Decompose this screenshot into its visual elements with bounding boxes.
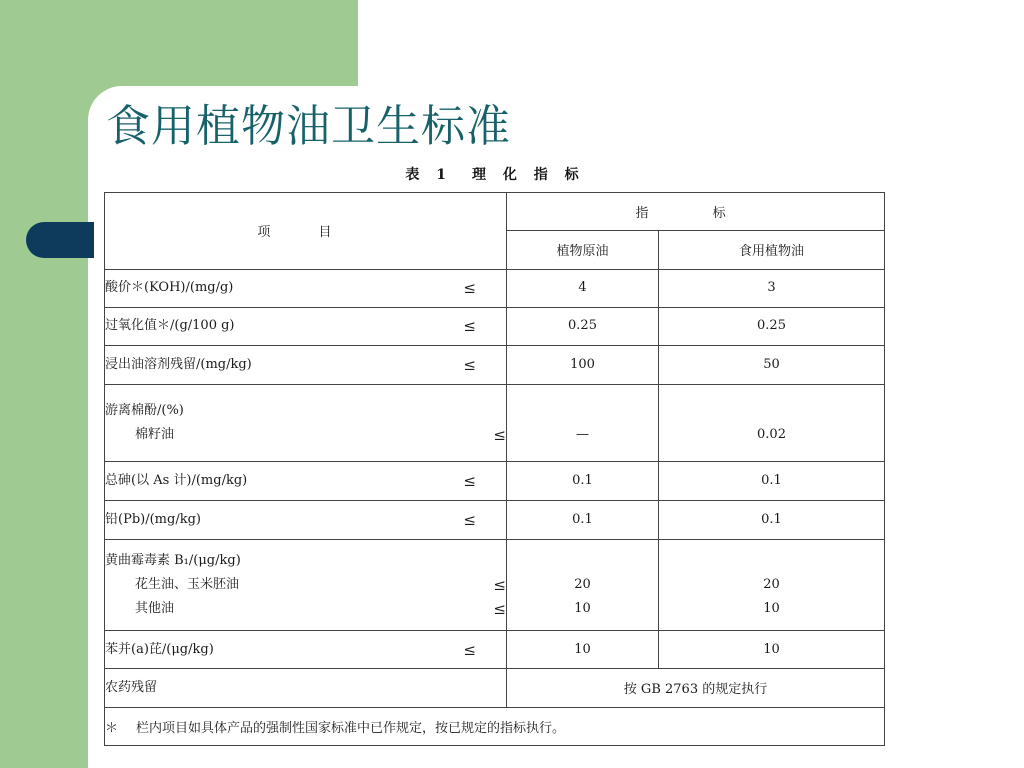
item-cell (105, 307, 507, 345)
indicator-value: 50 (763, 357, 780, 373)
indicator-value: 3 (767, 280, 776, 296)
less-equal-symbol: ≤ (463, 317, 476, 336)
item-cell (105, 346, 507, 385)
table-row-note (105, 707, 885, 745)
edible-oil-value-cell (659, 540, 885, 631)
slide-title: 食用植物油卫生标准 (106, 101, 511, 152)
indicator-value: 10 (574, 641, 591, 657)
less-equal-symbol: ≤ (493, 600, 506, 619)
item-label (105, 353, 506, 377)
indicator-value: — (576, 427, 589, 443)
table-row (105, 461, 885, 500)
table-caption-text: 表 1 理 化 指 标 (405, 167, 585, 183)
decorative-tab-marker (26, 222, 94, 258)
indicator-value: 10 (574, 601, 591, 617)
less-equal-symbol: ≤ (463, 356, 476, 375)
table-caption (0, 164, 1024, 184)
crude-oil-value-cell (507, 631, 659, 669)
table-row (105, 269, 885, 307)
less-equal-symbol: ≤ (463, 511, 476, 530)
less-equal-symbol: ≤ (463, 279, 476, 298)
value-spacer (659, 549, 884, 573)
item-label-text: 过氧化值＊/(g/100 g) (105, 318, 235, 334)
item-cell (105, 540, 507, 631)
footnote-text: 栏内项目如具体产品的强制性国家标准中已作规定，按已规定的指标执行。 (136, 720, 566, 736)
table-row-pesticide (105, 669, 885, 707)
edible-oil-value-cell (659, 631, 885, 669)
value-spacer (659, 399, 884, 423)
edible-oil-value-cell (659, 307, 885, 345)
item-label (105, 469, 506, 493)
indicator-value: 0.1 (761, 512, 782, 528)
header-indicator: 指 标 (507, 193, 885, 231)
footnote-cell (105, 707, 885, 745)
indicator-value: 0.1 (572, 512, 593, 528)
item-label (105, 638, 506, 662)
header-edible-oil: 食用植物油 (659, 231, 885, 269)
indicator-value: 0.1 (761, 473, 782, 489)
edible-oil-value-cell (659, 501, 885, 540)
edible-oil-value-cell (659, 346, 885, 385)
item-label-text: 酸价＊(KOH)/(mg/g) (105, 280, 234, 296)
indicator-value: 20 (763, 577, 780, 593)
header-crude-oil: 植物原油 (507, 231, 659, 269)
item-cell (105, 385, 507, 462)
less-equal-symbol: ≤ (493, 576, 506, 595)
table-row (105, 631, 885, 669)
table-row (105, 540, 885, 631)
edible-oil-value-cell (659, 461, 885, 500)
header-item: 项 目 (105, 193, 507, 270)
item-cell (105, 501, 507, 540)
item-label-text: 其他油 (135, 601, 175, 617)
indicator-table (104, 192, 885, 746)
item-cell (105, 461, 507, 500)
pesticide-rule-cell: 按 GB 2763 的规定执行 (507, 669, 885, 707)
indicator-value: 100 (570, 357, 595, 373)
item-label-text: 苯并(a)芘/(μg/kg) (105, 641, 214, 657)
item-label (105, 276, 506, 300)
less-equal-symbol: ≤ (463, 640, 476, 659)
header-row-top (105, 193, 885, 231)
indicator-value: 0.02 (757, 427, 786, 443)
indicator-value: 0.25 (568, 318, 597, 334)
indicator-value: 10 (763, 601, 780, 617)
item-label-text: 棉籽油 (135, 427, 175, 443)
table-row (105, 385, 885, 462)
table-row (105, 307, 885, 345)
crude-oil-value-cell (507, 307, 659, 345)
item-label (105, 423, 536, 447)
table-row (105, 501, 885, 540)
table-row (105, 346, 885, 385)
crude-oil-value-cell (507, 346, 659, 385)
crude-oil-value-cell (507, 269, 659, 307)
item-label (105, 314, 506, 338)
indicator-value: 4 (578, 280, 587, 296)
item-label (105, 597, 536, 621)
value-spacer (507, 399, 658, 423)
item-label (105, 508, 506, 532)
item-cell (105, 669, 507, 707)
value-spacer (507, 549, 658, 573)
indicator-value: 0.25 (757, 318, 786, 334)
edible-oil-value-cell (659, 269, 885, 307)
crude-oil-value-cell (507, 501, 659, 540)
item-cell (105, 631, 507, 669)
indicator-value: 10 (763, 641, 780, 657)
crude-oil-value-cell (507, 461, 659, 500)
item-cell (105, 269, 507, 307)
item-label: 游离棉酚/(%) (105, 403, 184, 419)
item-label: 农药残留 (105, 679, 158, 695)
less-equal-symbol: ≤ (493, 426, 506, 445)
item-label-text: 浸出油溶剂残留/(mg/kg) (105, 357, 252, 373)
edible-oil-value-cell (659, 385, 885, 462)
indicator-value: 20 (574, 577, 591, 593)
item-label-text: 花生油、玉米胚油 (135, 577, 240, 593)
indicator-value: 0.1 (572, 473, 593, 489)
less-equal-symbol: ≤ (463, 472, 476, 491)
footnote-mark: ＊ (105, 720, 119, 736)
item-label (105, 573, 536, 597)
item-label-text: 铅(Pb)/(mg/kg) (105, 512, 201, 528)
item-label-text: 总砷(以 As 计)/(mg/kg) (105, 473, 248, 489)
item-label: 黄曲霉毒素 B₁/(μg/kg) (105, 553, 241, 569)
